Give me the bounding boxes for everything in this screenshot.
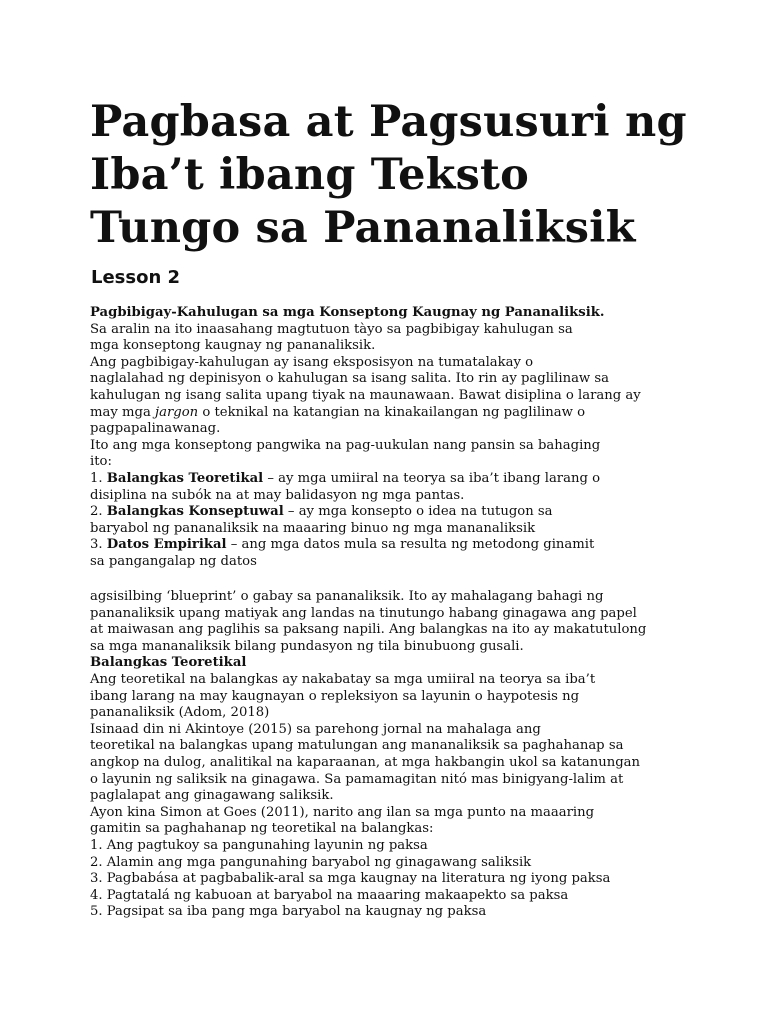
paragraph-line bbox=[90, 405, 762, 422]
list-term: Balangkas Konseptuwal bbox=[106, 504, 284, 520]
title-line: Iba’t ibang Teksto bbox=[90, 150, 529, 200]
paragraph-line: pananaliksik (Adom, 2018) bbox=[90, 705, 270, 721]
list-item: 5. Pagsipat sa iba pang mga baryabol na kaugnay ng paksa bbox=[90, 904, 487, 920]
paragraph-line: Ito ang mga konseptong pangwika na pag-uukulan nang pansin sa bahaging bbox=[90, 437, 601, 453]
paragraph-line: Ang pagbibigay-kahulugan ay isang eksposisyon na tumatalakay o bbox=[90, 354, 534, 370]
list-text: – ay mga konsepto o idea na tutugon sa bbox=[283, 504, 553, 520]
list-text: – ang mga datos mula sa resulta ng metodong ginamit bbox=[226, 537, 595, 553]
list-item bbox=[90, 471, 762, 488]
list-item bbox=[90, 504, 762, 521]
list-item-continuation: disiplina na subók na at may balidasyon ng mga pantas. bbox=[90, 487, 465, 503]
list-item bbox=[90, 537, 762, 554]
paragraph-line: Ang teoretikal na balangkas ay nakabatay sa mga umiiral na teorya sa iba’t bbox=[90, 671, 596, 687]
paragraph-line: Ayon kina Simon at Goes (2011), narito ang ilan sa mga punto na maaaring bbox=[90, 804, 595, 820]
list-item-continuation: sa pangangalap ng datos bbox=[90, 553, 257, 569]
list-term: Balangkas Teoretikal bbox=[106, 470, 264, 486]
paragraph-line: ibang larang na may kaugnayan o repleksiyon sa layunin o haypotesis ng bbox=[90, 688, 580, 704]
section-concepts bbox=[90, 305, 762, 571]
paragraph-line: kahulugan ng isang salita upang tiyak na maunawaan. Bawat disiplina o larang ay bbox=[90, 387, 641, 403]
section-heading: Pagbibigay-Kahulugan sa mga Konseptong Kaugnay ng Pananaliksik. bbox=[90, 305, 605, 320]
page-title bbox=[90, 96, 687, 255]
list-item: 3. Pagbabása at pagbabalik-aral sa mga kaugnay na literatura ng iyong paksa bbox=[90, 871, 611, 887]
list-item: 2. Alamin ang mga pangunahing baryabol ng ginagawang saliksik bbox=[90, 854, 532, 870]
paragraph-line: teoretikal na balangkas upang matulungan ang mananaliksik sa paghahanap sa bbox=[90, 738, 624, 754]
paragraph-line: ito: bbox=[90, 454, 112, 470]
paragraph-line: pananaliksik upang matiyak ang landas na tinutungo habang ginagawa ang papel bbox=[90, 605, 637, 621]
list-number: 1. bbox=[90, 470, 107, 486]
text-segment: may mga bbox=[90, 404, 156, 420]
italic-term: jargon bbox=[155, 404, 199, 420]
title-line: Tungo sa Pananaliksik bbox=[90, 203, 636, 253]
paragraph-line: gamitin sa paghahanap ng teoretikal na balangkas: bbox=[90, 821, 434, 837]
list-text: – ay mga umiiral na teorya sa iba’t ibang larang o bbox=[263, 470, 601, 486]
paragraph-line: at maiwasan ang paglihis sa paksang napili. Ang balangkas na ito ay makatutulong bbox=[90, 622, 647, 638]
paragraph-line: o layunin ng saliksik na ginagawa. Sa pamamagitan nitó mas binigyang-lalim at bbox=[90, 771, 624, 787]
paragraph-line: Sa aralin na ito inaasahang magtutuon tàyo sa pagbibigay kahulugan sa bbox=[90, 321, 573, 337]
text-segment: o teknikal na katangian na kinakailangan ng paglilinaw o bbox=[198, 404, 586, 420]
list-item: 4. Pagtatalá ng kabuoan at baryabol na maaaring makaapekto sa paksa bbox=[90, 887, 569, 903]
list-term: Datos Empirikal bbox=[106, 537, 227, 553]
list-item: 1. Ang pagtukoy sa pangunahing layunin ng paksa bbox=[90, 837, 428, 853]
section-theoretical-framework bbox=[90, 589, 762, 921]
list-number: 2. bbox=[90, 504, 107, 520]
list-number: 3. bbox=[90, 537, 107, 553]
paragraph-line: sa mga mananaliksik bilang pundasyon ng tila binubuong gusali. bbox=[90, 638, 524, 654]
paragraph-line: mga konseptong kaugnay ng pananaliksik. bbox=[90, 338, 376, 354]
list-item-continuation: baryabol ng pananaliksik na maaaring binuo ng mga mananaliksik bbox=[90, 520, 536, 536]
paragraph-line: naglalahad ng depinisyon o kahulugan sa isang salita. Ito rin ay paglilinaw sa bbox=[90, 371, 610, 387]
section-heading: Balangkas Teoretikal bbox=[90, 655, 247, 671]
paragraph-line: pagpapalinawanag. bbox=[90, 421, 221, 437]
paragraph-line: agsisilbing ‘blueprint’ o gabay sa pananaliksik. Ito ay mahalagang bahagi ng bbox=[90, 589, 604, 604]
title-line: Pagbasa at Pagsusuri ng bbox=[90, 97, 687, 147]
paragraph-line: angkop na dulog, analitikal na kaparaanan, at mga hakbangin ukol sa katanungan bbox=[90, 754, 641, 770]
lesson-label: Lesson 2 bbox=[91, 267, 181, 288]
paragraph-line: paglalapat ang ginagawang saliksik. bbox=[90, 788, 334, 804]
paragraph-line: Isinaad din ni Akintoye (2015) sa parehong jornal na mahalaga ang bbox=[90, 721, 541, 737]
